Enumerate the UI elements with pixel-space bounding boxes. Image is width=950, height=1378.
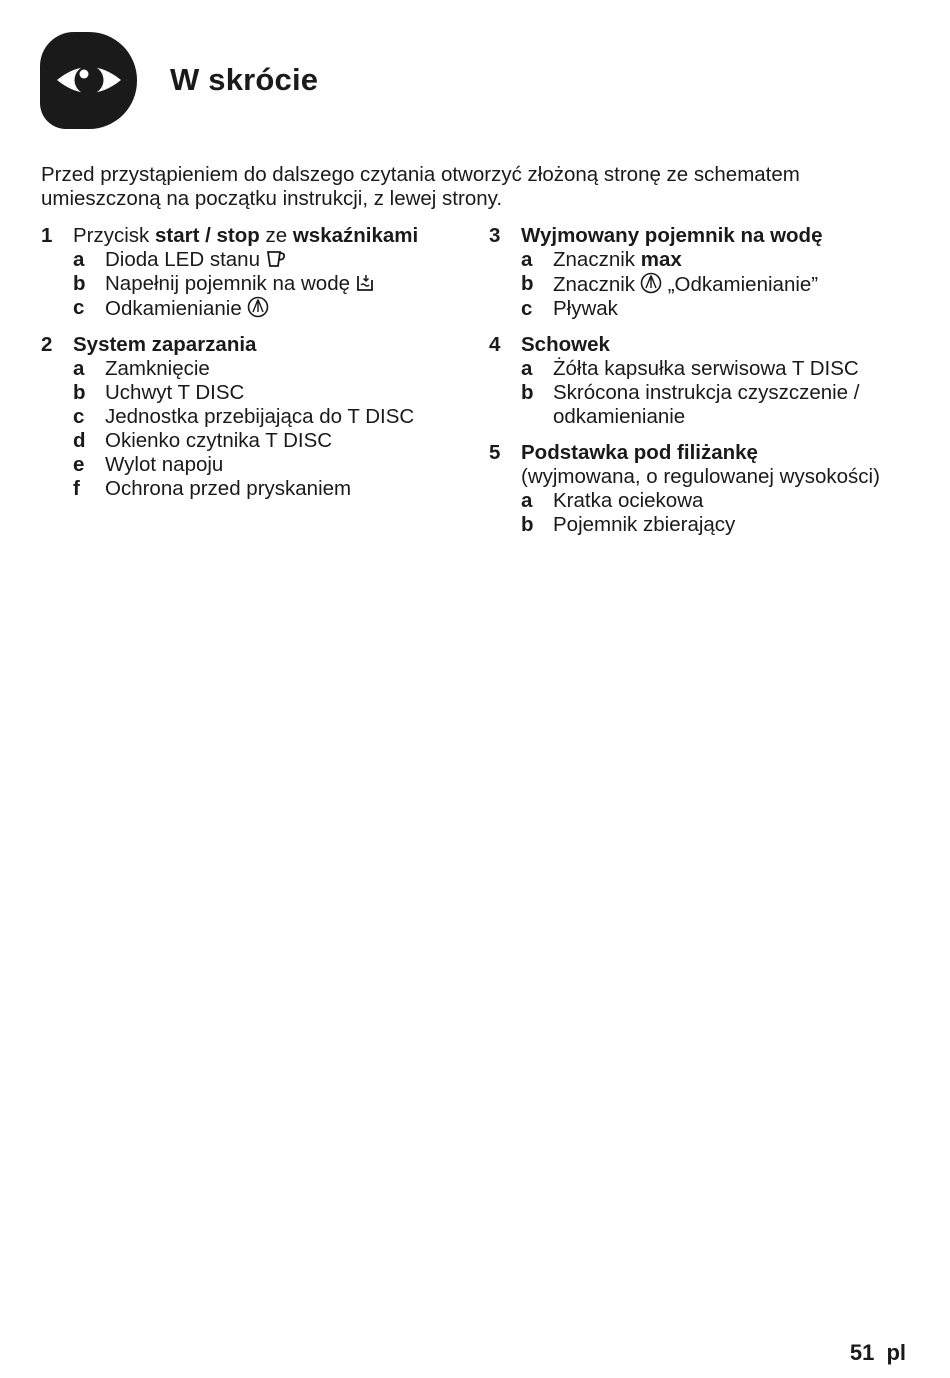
item-text: Ochrona przed pryskaniem	[105, 477, 352, 500]
item-text	[105, 248, 471, 272]
group-number: 5	[489, 441, 501, 464]
item-text: Okienko czytnika T DISC	[105, 429, 333, 452]
item-letter: a	[521, 248, 533, 271]
list-item	[41, 405, 471, 429]
item-letter: b	[521, 381, 534, 404]
cup-icon	[265, 249, 287, 269]
item-text: Uchwyt T DISC	[105, 381, 245, 404]
water-tank-icon	[355, 273, 375, 293]
list-item	[41, 296, 471, 321]
list-item	[489, 297, 909, 321]
list-item	[41, 381, 471, 405]
item-letter: b	[73, 381, 86, 404]
left-column	[41, 224, 471, 513]
list-item	[41, 477, 471, 501]
item-text: Zamknięcie	[105, 357, 210, 380]
list-item	[41, 248, 471, 272]
item-letter: c	[73, 296, 85, 319]
item-letter: d	[73, 429, 86, 452]
group-subtitle: (wyjmowana, o regulowanej wysokości)	[521, 465, 880, 488]
title-part-bold: Podstawka pod filiżankę	[521, 441, 758, 464]
list-item	[489, 272, 909, 297]
header	[40, 31, 318, 129]
item-letter: a	[521, 357, 533, 380]
group-number: 1	[41, 224, 53, 247]
group-title	[521, 441, 909, 489]
item-text: Żółta kapsułka serwisowa T DISC	[553, 357, 859, 380]
list-item	[489, 513, 909, 537]
right-column	[489, 224, 909, 549]
item-text: Jednostka przebijająca do T DISC	[105, 405, 415, 428]
item-letter: f	[73, 477, 80, 500]
group-number: 3	[489, 224, 501, 247]
item-label: Znacznik	[553, 248, 641, 271]
group-title: Schowek	[521, 333, 610, 356]
list-item	[41, 272, 471, 296]
item-text	[553, 272, 909, 297]
group-water-tank	[489, 224, 909, 321]
list-item	[41, 429, 471, 453]
item-letter: c	[521, 297, 533, 320]
item-label: Dioda LED stanu	[105, 248, 260, 271]
group-storage	[489, 333, 909, 429]
item-text	[105, 296, 471, 321]
title-part: ze	[259, 224, 293, 247]
intro-text: Przed przystąpieniem do dalszego czytania otworzyć złożoną stronę ze schematem umieszczoną na początku instrukcji, z lewej strony.	[41, 163, 800, 210]
descaling-icon	[247, 296, 269, 318]
item-label: Napełnij pojemnik na wodę	[105, 272, 351, 295]
item-letter: b	[521, 272, 534, 295]
page-title: W skrócie	[170, 62, 319, 97]
item-letter: a	[521, 489, 533, 512]
group-cup-tray	[489, 441, 909, 537]
item-letter: c	[73, 405, 85, 428]
item-label: Odkamienianie	[105, 297, 242, 320]
item-letter: b	[521, 513, 534, 536]
list-item	[41, 453, 471, 477]
group-start-stop	[41, 224, 471, 321]
group-brewing-system	[41, 333, 471, 501]
item-label-bold: max	[640, 248, 682, 271]
list-item	[41, 357, 471, 381]
title-part-bold: start / stop	[155, 224, 260, 247]
group-title	[73, 224, 471, 248]
item-text: Pływak	[553, 297, 618, 320]
item-text: Kratka ociekowa	[553, 489, 704, 512]
title-part-bold: wskaźnikami	[292, 224, 419, 247]
list-item	[489, 489, 909, 513]
page-number: 51	[849, 1340, 875, 1365]
group-title: System zaparzania	[73, 333, 257, 356]
group-title: Wyjmowany pojemnik na wodę	[521, 224, 823, 247]
list-item	[489, 248, 909, 272]
list-item	[489, 381, 909, 429]
list-item	[489, 357, 909, 381]
language-code: pl	[886, 1340, 906, 1365]
title-part: Przycisk	[73, 224, 155, 247]
item-text: Skrócona instrukcja czyszczenie / odkamienianie	[553, 381, 860, 428]
eye-icon	[40, 32, 137, 129]
item-label: „Odkamienianie”	[662, 273, 819, 296]
item-letter: a	[73, 248, 85, 271]
item-text	[105, 272, 471, 296]
item-text	[553, 248, 909, 272]
item-text: Pojemnik zbierający	[553, 513, 736, 536]
item-text: Wylot napoju	[105, 453, 224, 476]
group-number: 2	[41, 333, 53, 356]
page-footer	[850, 1340, 906, 1366]
item-letter: a	[73, 357, 85, 380]
descaling-icon	[640, 272, 662, 294]
item-letter: b	[73, 272, 86, 295]
item-label: Znacznik	[553, 273, 636, 296]
group-number: 4	[489, 333, 501, 356]
item-letter: e	[73, 453, 85, 476]
